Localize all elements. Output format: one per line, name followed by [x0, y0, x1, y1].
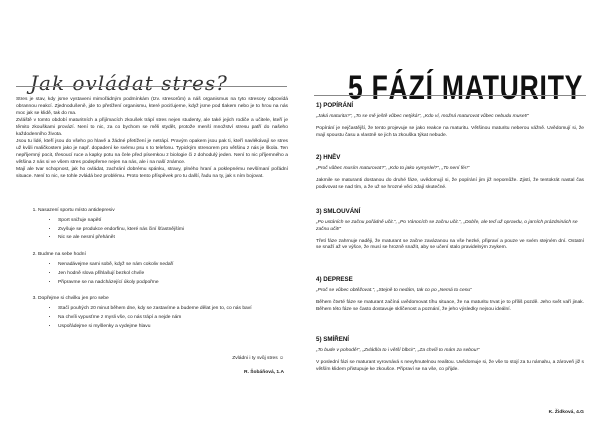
paragraph: Zvláště v tomto období maturitních a přijímacích zkoušek trápí stres nejen studenty, ale také jejich rodiče a učitele, kteří je těmito zkouškami provází. Není to nic, za co bychom se měli stydět, protože menší množství stresu patří do našeho každodenního života.: [16, 118, 288, 137]
section-text: V poslední fázi se maturant vyrovnává s nevyhnutelnou realitou. Uvědomuje si, že vše to stojí za tu námahu, a zároveň již s větším klidem přistupuje ke zkoušce. Připraví se na vše, co přijde.: [316, 359, 584, 372]
tip-title: Budme na sebe hodní: [38, 252, 86, 258]
section-heading: 5) SMÍŘENÍ: [316, 336, 350, 343]
tip-bullet: • Zvyšuje se produkce endorfinu, které nás činí šťastnějšími: [58, 227, 276, 234]
tip-bullet: • Sport snižuje napětí: [58, 218, 276, 225]
paragraph: Stres je stav, kdy jsme vystaveni mimořádným podmínkám (tzv. stresorům) a náš organismus na tyto stresory odpovídá obrannou reakcí. Zjednodušeně, jde to přetížení organismu, které pociťujeme, když jsme pod tlakem nebo je to hrou na nás moc jak se klidě, tak do ma.: [16, 97, 288, 116]
author-byline: K. Židková, 4.G: [548, 410, 584, 415]
title-divider: [16, 86, 287, 87]
title-divider: [314, 95, 586, 96]
section-quote: „Proč se vůbec obtěžovat.“, „Stejně to nedám, tak co po „Nemá to cenu“: [316, 288, 472, 293]
section-heading: 4) DEPRESE: [316, 276, 353, 283]
tip-bullet: • Nic se ale nesmí přehánět: [58, 235, 276, 242]
right-page: [300, 0, 600, 424]
tip-bullet: • Uspořádejme si myšlenky a vydejme hlavu: [58, 324, 276, 331]
section-denial: [316, 102, 584, 139]
tip-bullet: • Připravme se na nadcházející úkoly podpořme: [58, 280, 276, 287]
paragraph: Mají ale tvar schopnost, jak ho ovládat, zachrání dobrému spánku, stravy, plného hraní a poklepnému nevšímaní pořádní situace. Není to nic, se tohle zvládá bez problému. Proto tento příspěvek pro tu další, řadu na ty, jak s ním bojovat.: [16, 167, 288, 179]
section-heading: 1) POPÍRÁNÍ: [316, 102, 354, 109]
tip-bullet: • Jen hodně slova přihlašují bezkol chvíle: [58, 271, 276, 278]
tip-bullet: • Na chvíli vypusťme z mysli vše, co nás trápí a nejde nám: [58, 315, 276, 322]
author-byline: R. Šobáňová, 1.A: [244, 370, 284, 375]
section-heading: 2) HNĚV: [316, 154, 341, 161]
section-quote: „Proč vůbec musím maturovat?“, „Kdo to jako vymyslel?“, „To není fér!“: [316, 166, 470, 171]
signoff-text: Zvládni i ty svůj stres ☺: [232, 356, 284, 361]
section-depression: [316, 276, 584, 313]
section-acceptance: [316, 336, 584, 373]
article-title-stress: Jak ovládat stres?: [30, 71, 228, 96]
section-quote: „To bude v pohodě!“, „Zvládl/a to i větší blbci!“, „Za chvíli to mám za sebou!“: [316, 348, 480, 353]
section-quote: „Po ustáních se začnu pořádně učit.“, „Po Vánocích se začnu učit.“, „Dobře, ale teď už opravdu, o jarních prázdninách se začnu učit!“: [316, 220, 578, 232]
tip-item: [38, 296, 276, 330]
tip-title: Nasazení sportu místo antidepresiv: [38, 208, 115, 213]
tip-bullet: • Stačí pouhých 20 minut během dne, kdy se zastavíme a budeme dělat jen to, co nás baví: [58, 306, 276, 313]
tip-item: [38, 252, 276, 286]
section-bargaining: [316, 208, 584, 252]
tip-bullet: • Nenadávejme sami sobě, když se nám cokoliv nedaří: [58, 262, 276, 269]
tip-title: Dopřejme si chvilku jen pro sebe: [38, 296, 109, 302]
article-title-maturity: 5 FÁZÍ MATURITY: [348, 68, 584, 107]
section-text: Třetí fáze zahrnuje naději, že maturant se začne zavázanou na vše hezké, připraví a pouze ve svém stejném dní. Ostatní se snaží až ve výšce, že musí se hrozně snažit, aby se učení stalo pravidelným zvykem.: [316, 238, 584, 251]
paragraph: Jsou tu lidé, kteří jsou do všeho po hlavě a žádné přetížení je netrápí. Pravým opakem jsou pak ti, kteří navlékávají se stres už kvůli maličkostem jako je např. dopadení ke svému psu s to telefonu. Typickým stresorem pro většinu z nás je škola. Ten nepříjemný pocit, třesoucí ruce a kapky potu na čele před písemkou z biologie či z dohodulý jeden. Není to nic příjemného a většina z nás si ve všem stres podepřeme nejen na nás, ale i na naší známce.: [16, 139, 288, 165]
tip-item: [38, 208, 276, 242]
section-anger: [316, 154, 584, 191]
section-quote: „Jaká maturita?“, „To se mě ještě vůbec netýká!“, „Kdo ví, možná maturovat vůbec nebudu muset!“: [316, 114, 529, 119]
section-text: Popírání je nejčastější, že tento projevuje se jako reakce na maturitu. Většinou maturitu neberou vážně. Uvědomují si, že mají spoustu času a vlastně se jich ta zkouška týkat nebude.: [316, 125, 584, 138]
section-heading: 3) SMLOUVÁNÍ: [316, 208, 361, 215]
section-text: Během čtvrté fáze se maturant začíná uvědomovat tíhu situace, že na maturitu trvat je to příliš pozdě. Jeho svět vaří jinak. Během této fáze se často dostavuje sklíčenost a poznání, že jeho výsledky nejsou ideální.: [316, 299, 584, 312]
article-body-stress: [16, 96, 288, 180]
stress-tips-list: [26, 208, 276, 341]
section-text: Jakmile se maturanti dostanou do druhé fáze, uvědomují si, že popírání jim již nepomůže. Zjistí, že tentokrát nastal čas podivovat se nad tím, a že už se hrozné věci zdají skutečné.: [316, 177, 584, 190]
